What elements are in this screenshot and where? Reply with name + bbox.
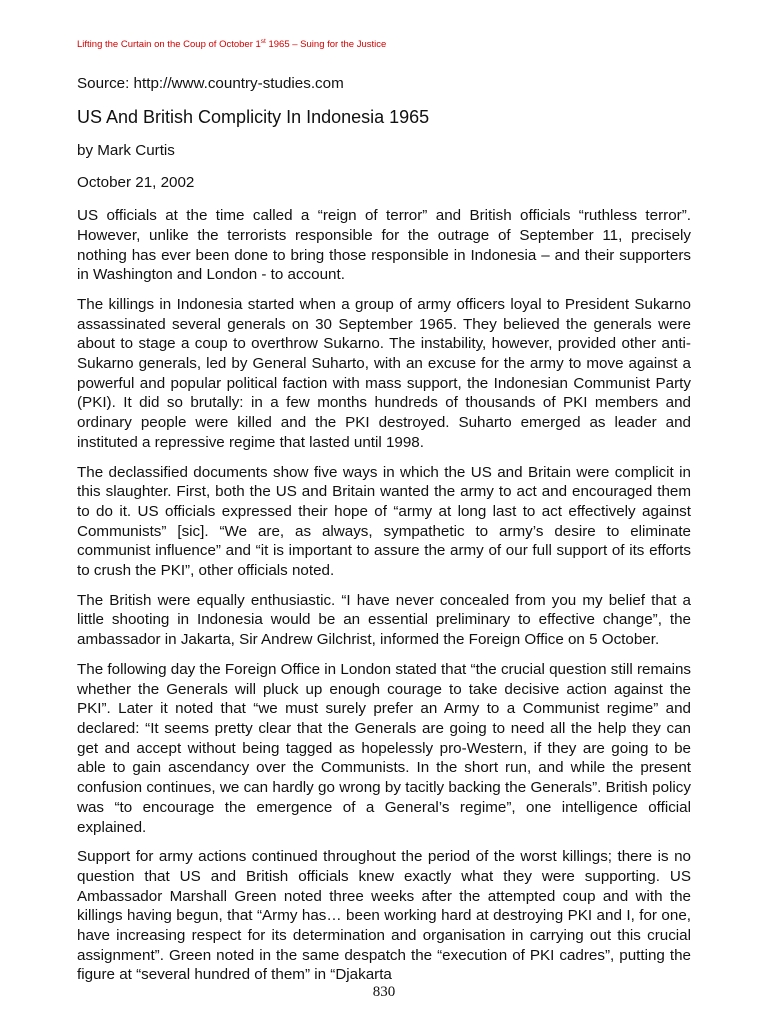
article-title: US And British Complicity In Indonesia 1965 [77, 106, 430, 127]
paragraph-1: US officials at the time called a “reign of terror” and British officials “ruthless terror”. However, unlike the terrorists responsible for the outrage of September 11, precisely nothing has ever been done to bring those responsible in Indonesia – and their supporters in Washington and London - to account. [77, 207, 691, 284]
paragraph-2: The killings in Indonesia started when a group of army officers loyal to President Sukarno assassinated several generals on 30 September 1965. They believed the generals were about to stage a coup to overthrow Sukarno. The instability, however, provided other anti-Sukarno generals, led by General Suharto, with an excuse for the army to move against a powerful and popular political faction with mass support, the Indonesian Communist Party (PKI). It did so brutally: in a few months hundreds of thousands of PKI members and ordinary people were killed and the PKI destroyed. Suharto emerged as leader and instituted a repressive regime that lasted until 1998. [77, 295, 691, 451]
header-text-after: 1965 – Suing for the Justice [265, 39, 387, 50]
paragraph-3: The declassified documents show five ways in which the US and Britain were complicit in this slaughter. First, both the US and Britain wanted the army to act and encouraged them to do it. US officials expressed their hope of “army at long last to act effectively against Communists” [sic]. “We are, as always, sympathetic to army’s desire to eliminate communist influence” and “it is important to assure the army of our full support of its efforts to crush the PKI”, other officials noted. [77, 463, 691, 580]
header-text-before: Lifting the Curtain on the Coup of October 1 [77, 39, 261, 50]
running-header [77, 38, 386, 50]
paragraph-5: The following day the Foreign Office in London stated that “the crucial question still remains whether the Generals will pluck up enough courage to take decisive action against the PKI”. Later it noted that “we must surely prefer an Army to a Communist regime” and declared: “It seems pretty clear that the Generals are going to need all the help they can get and accept without being tagged as hopelessly pro-Western, if they are going to be able to gain ascendancy over the Communists. In the short run, and while the present confusion continues, we can hardly go wrong by tacitly backing the Generals”. British policy was “to encourage the emergence of a General’s regime”, one intelligence official explained. [77, 660, 691, 836]
header-superscript: st [260, 38, 266, 45]
source-line: Source: http://www.country-studies.com [77, 75, 344, 92]
author-line: by Mark Curtis [77, 141, 175, 159]
paragraph-6: Support for army actions continued throughout the period of the worst killings; there is no question that US and British officials knew exactly what they were supporting. US Ambassador Marshall Green noted three weeks after the attempted coup and with the killings having begun, that “Army has… been working hard at destroying PKI and I, for one, have increasing respect for its determination and organisation in carrying out this crucial assignment”. Green noted in the same despatch the “execution of PKI cadres”, putting the figure at “several hundred of them” in “Djakarta [77, 848, 691, 984]
page-number: 830 [372, 984, 396, 1000]
date-line: October 21, 2002 [77, 174, 195, 192]
article-body [77, 74, 691, 995]
paragraph-4: The British were equally enthusiastic. “I have never concealed from you my belief that a little shooting in Indonesia would be an essential preliminary to effective change”, the ambassador in Jakarta, Sir Andrew Gilchrist, informed the Foreign Office on 5 October. [77, 591, 691, 649]
